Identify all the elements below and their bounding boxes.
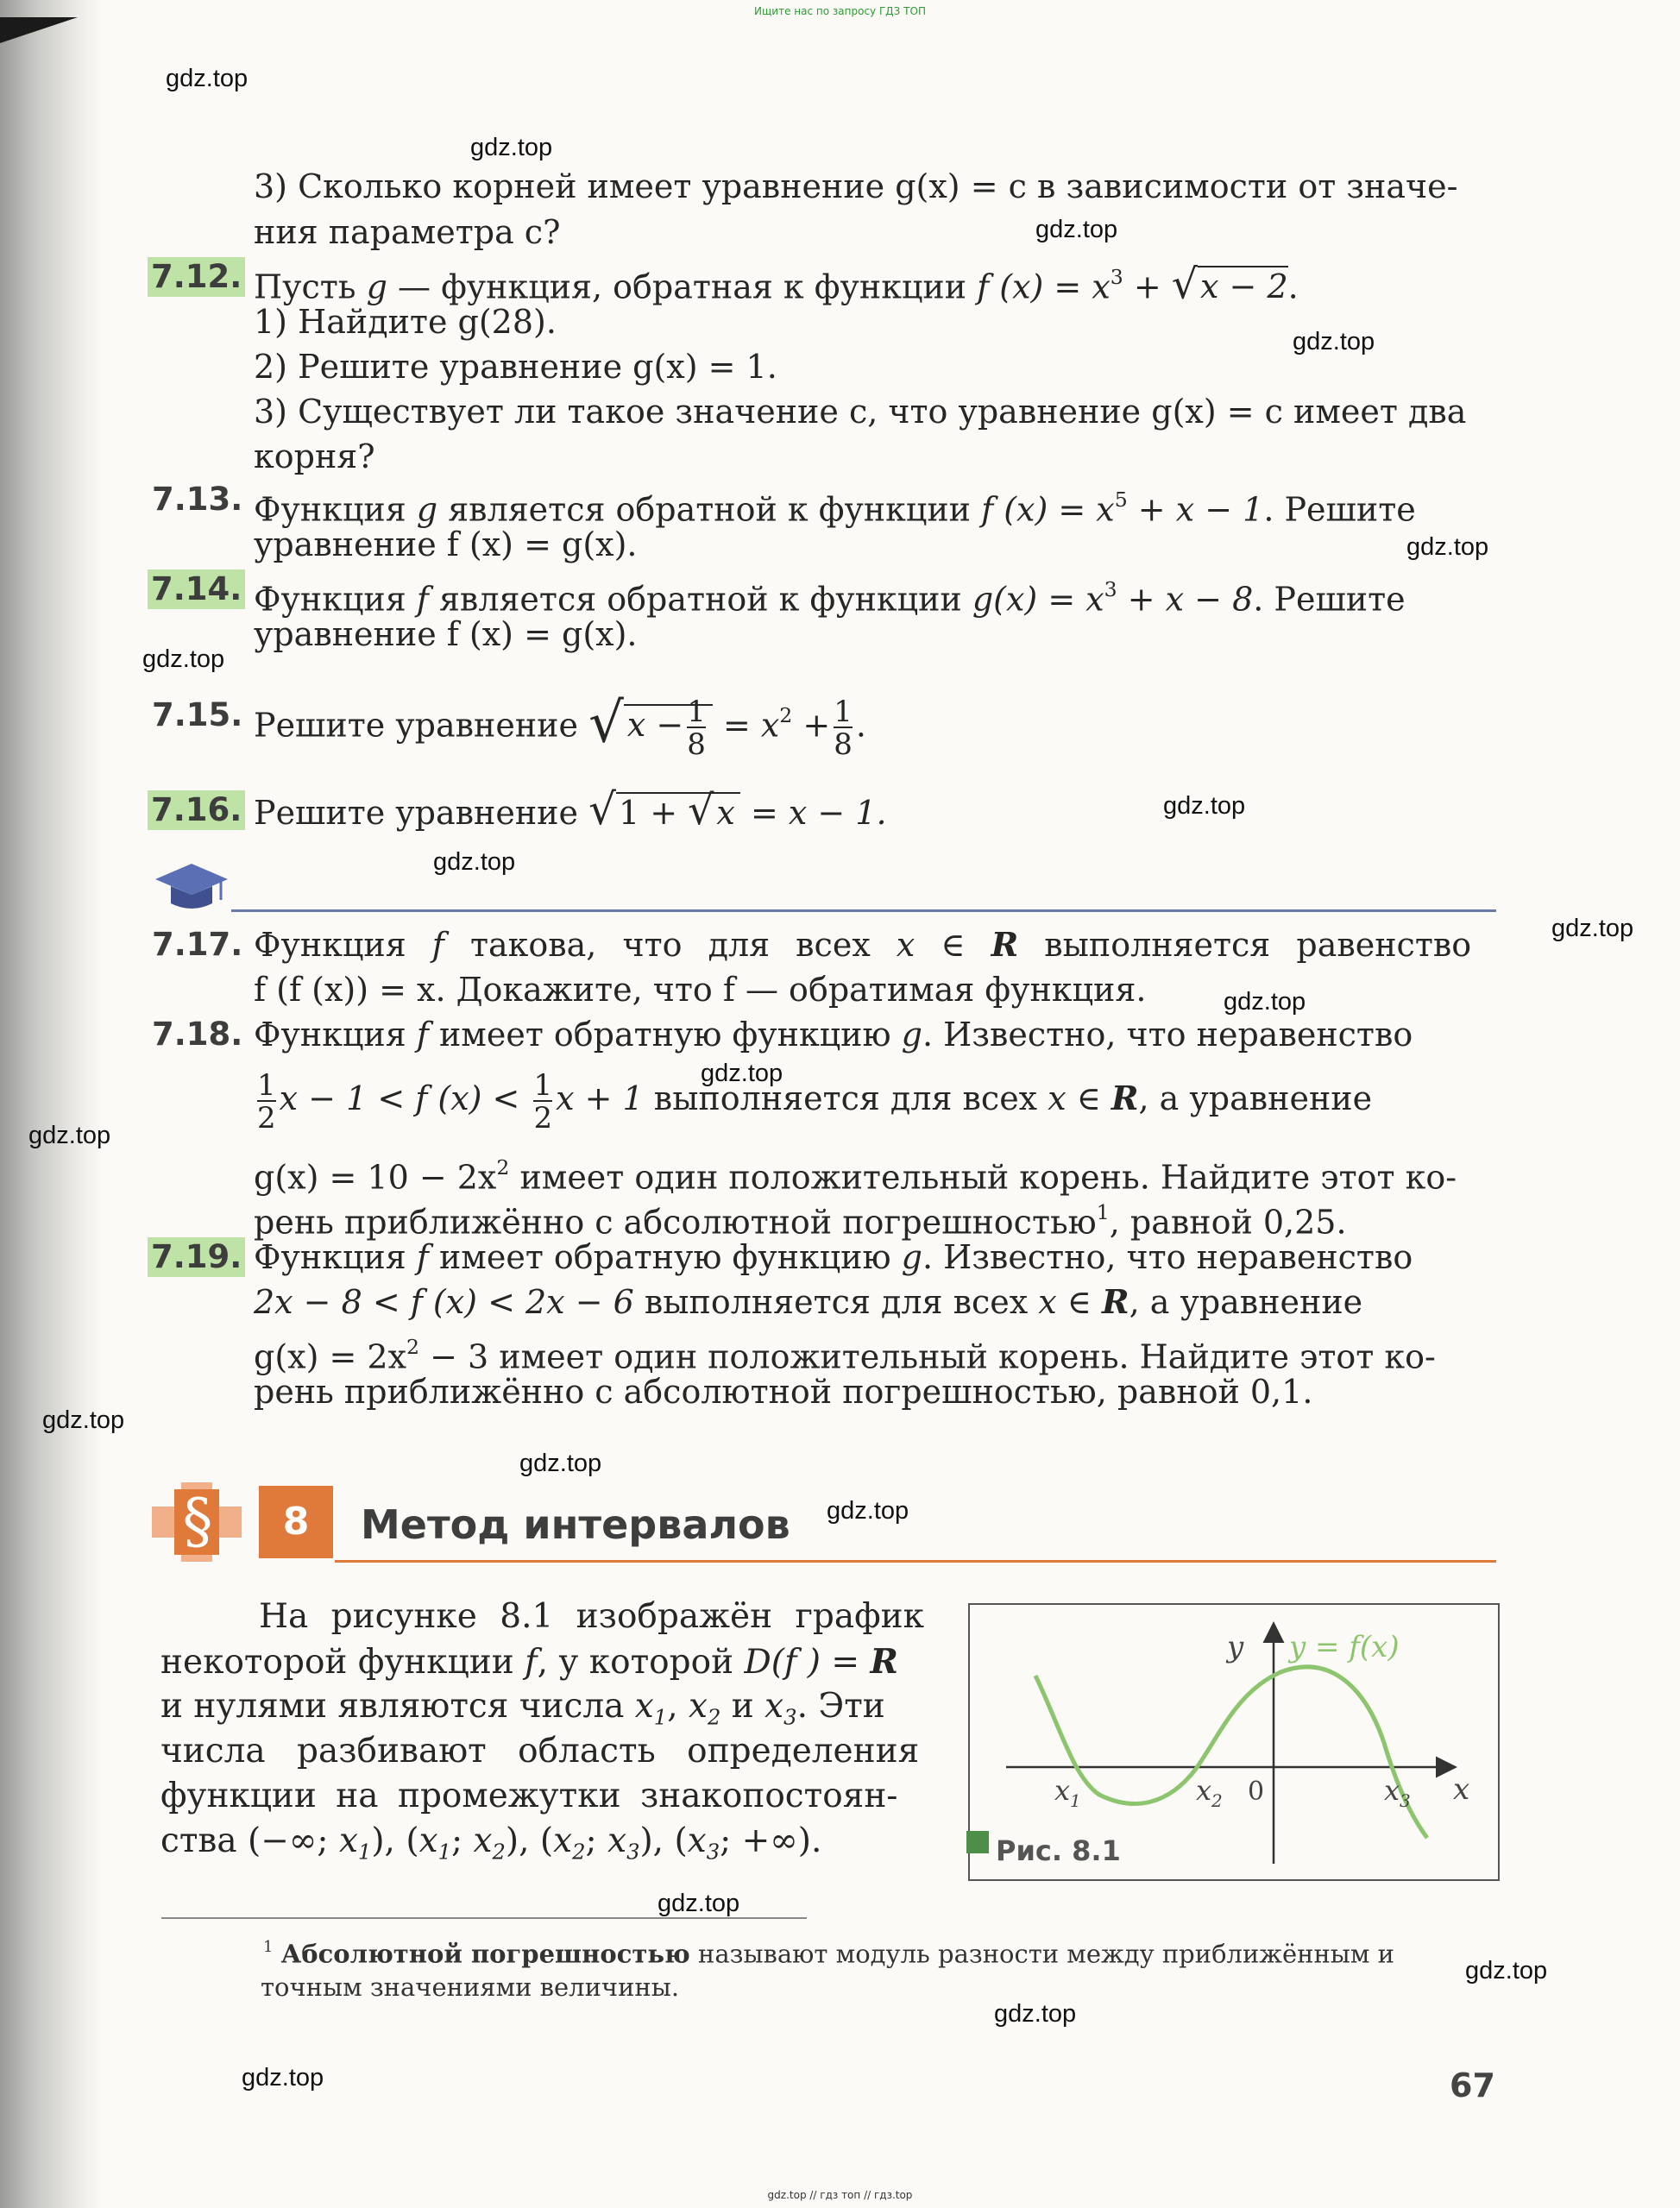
exercise-text: f (f (x)) = x. Докажите, что f — обратимая функция. [254, 971, 1147, 1009]
page-number: 67 [1450, 2066, 1495, 2104]
paragraph-line: На рисунке 8.1 изображён график [259, 1597, 925, 1636]
exercise-text: Функция g является обратной к функции f $(x) = x^5 + x - 1$. Решите [254, 488, 1416, 529]
exercise-text: $g(x) = 10 - 2x^2$ имеет один положительный корень. Найдите этот ко- [254, 1155, 1457, 1197]
watermark: gdz.top [519, 1450, 602, 1477]
exercise-number: 7.13. [152, 481, 243, 518]
watermark: gdz.top [28, 1122, 111, 1149]
exercise-number: 7.18. [152, 1016, 243, 1053]
section-title: Метод интервалов [361, 1501, 790, 1548]
watermark: gdz.top [1406, 533, 1489, 561]
watermark: gdz.top [994, 2000, 1077, 2028]
paragraph-line: и нулями являются числа $x_1$, $x_2$ и $x_3$. Эти [160, 1687, 885, 1730]
exercise-text: рень приближённо с абсолютной погрешностью$^1$, равной 0,25. [254, 1200, 1347, 1242]
exercise-number: 7.19. [148, 1237, 245, 1277]
section-number: 8 [259, 1486, 333, 1558]
exercise-text: рень приближённо с абсолютной погрешностью, равной 0,1. [254, 1373, 1313, 1411]
paragraph-line: некоторой функции f, у которой D(f ) = R [160, 1642, 898, 1682]
zero-x2-label: $x_2$ [1196, 1774, 1223, 1811]
zero-x1-label: $x_1$ [1054, 1774, 1081, 1811]
watermark: gdz.top [1293, 328, 1375, 355]
watermark: gdz.top [242, 2064, 324, 2092]
function-curve [1035, 1667, 1427, 1838]
exercise-text: уравнение f (x) = g(x). [254, 525, 638, 563]
page-corner [0, 17, 78, 43]
watermark: gdz.top [1035, 216, 1118, 243]
exercise-number: 7.15. [152, 696, 243, 733]
exercise-text: Решите уравнение √ x − $\frac{1}{8}$ = $x^2$ + $\frac{1}{8}$ . [254, 691, 866, 762]
zero-x3-label: $x_3$ [1384, 1774, 1411, 1811]
paragraph-line: ства (−∞; $x_1$), ($x_1$; $x_2$), ($x_2$; $x_3$), ($x_3$; +∞). [160, 1821, 822, 1865]
paragraph-line: функции на промежутки знакопостоян- [160, 1777, 898, 1815]
exercise-text: Пусть g — функция, обратная к функции f $(x) = x^3 + √x - 2$. [254, 261, 1299, 309]
exercise-text: 3) Сколько корней имеет уравнение g(x) = c в зависимости от значе- [254, 167, 1458, 205]
watermark: gdz.top [142, 645, 225, 673]
exercise-text: Решите уравнение √1 + √x = x − 1. [254, 784, 887, 834]
exercise-text: 1) Найдите g(28). [254, 303, 557, 341]
exercise-text: ния параметра c? [254, 213, 561, 251]
exercise-text: Функция f имеет обратную функцию g. Известно, что неравенство [254, 1016, 1413, 1054]
watermark: gdz.top [433, 848, 516, 876]
exercise-text: уравнение f (x) = g(x). [254, 615, 638, 653]
section-symbol: § [182, 1486, 213, 1557]
watermark: gdz.top [42, 1406, 125, 1434]
watermark: gdz.top [1551, 915, 1634, 942]
footnote-rule [161, 1917, 807, 1919]
watermark: gdz.top [166, 65, 249, 92]
caption-marker [966, 1831, 989, 1853]
watermark: gdz.top [1465, 1957, 1548, 1985]
graduation-cap-icon [152, 859, 231, 915]
footnote-line: $^1$ Абсолютной погрешностью называют модуль разности между приближённым и [263, 1938, 1394, 1969]
watermark: gdz.top [701, 1060, 783, 1087]
exercise-number: 7.14. [148, 569, 245, 609]
x-axis-label: x [1453, 1772, 1470, 1807]
watermark: gdz.top [658, 1890, 740, 1917]
bottom-banner: gdz.top // гдз топ // гдз.top [767, 2189, 913, 2201]
y-axis-label: y [1227, 1630, 1244, 1664]
exercise-number: 7.12. [148, 257, 245, 297]
separator-line [231, 909, 1496, 912]
top-banner: Ищите нас по запросу ГДЗ ТОП [754, 5, 926, 17]
paragraph-line: числа разбивают область определения [160, 1732, 920, 1771]
watermark: gdz.top [1163, 792, 1246, 820]
exercise-number: 7.16. [148, 790, 245, 830]
exercise-text: 2) Решите уравнение g(x) = 1. [254, 348, 777, 386]
figure-8-1 [968, 1603, 1500, 1881]
exercise-text: Функция f является обратной к функции $g(x) = x^3 + x - 8$. Решите [254, 577, 1406, 619]
exercise-text: корня? [254, 437, 375, 475]
exercise-text: 2x − 8 < f (x) < 2x − 6 выполняется для всех x ∈ R, а уравнение [254, 1282, 1363, 1321]
figure-caption: Рис. 8.1 [996, 1834, 1121, 1867]
section-rule [335, 1560, 1496, 1563]
exercise-text: $\frac{1}{2}$ x − 1 < f (x) < $\frac{1}{2}$ x + 1 выполняется для всех x ∈ R, а уравнение [257, 1067, 1373, 1135]
exercise-text: Функция f имеет обратную функцию g. Известно, что неравенство [254, 1238, 1413, 1276]
exercise-text: $g(x) = 2x^2 - 3$ имеет один положительный корень. Найдите этот ко- [254, 1335, 1436, 1376]
exercise-text: 3) Существует ли такое значение c, что уравнение g(x) = c имеет два [254, 393, 1467, 431]
origin-label: 0 [1248, 1777, 1265, 1807]
exercise-number: 7.17. [152, 926, 243, 963]
watermark: gdz.top [470, 134, 553, 161]
book-spine-shadow [0, 0, 104, 2208]
watermark: gdz.top [827, 1497, 909, 1525]
function-label: y = f(x) [1289, 1630, 1400, 1664]
exercise-text: Функция f такова, что для всех x ∈ R выполняется равенство [254, 925, 1472, 964]
watermark: gdz.top [1224, 988, 1306, 1016]
footnote-line: точным значениями величины. [261, 1972, 680, 2002]
